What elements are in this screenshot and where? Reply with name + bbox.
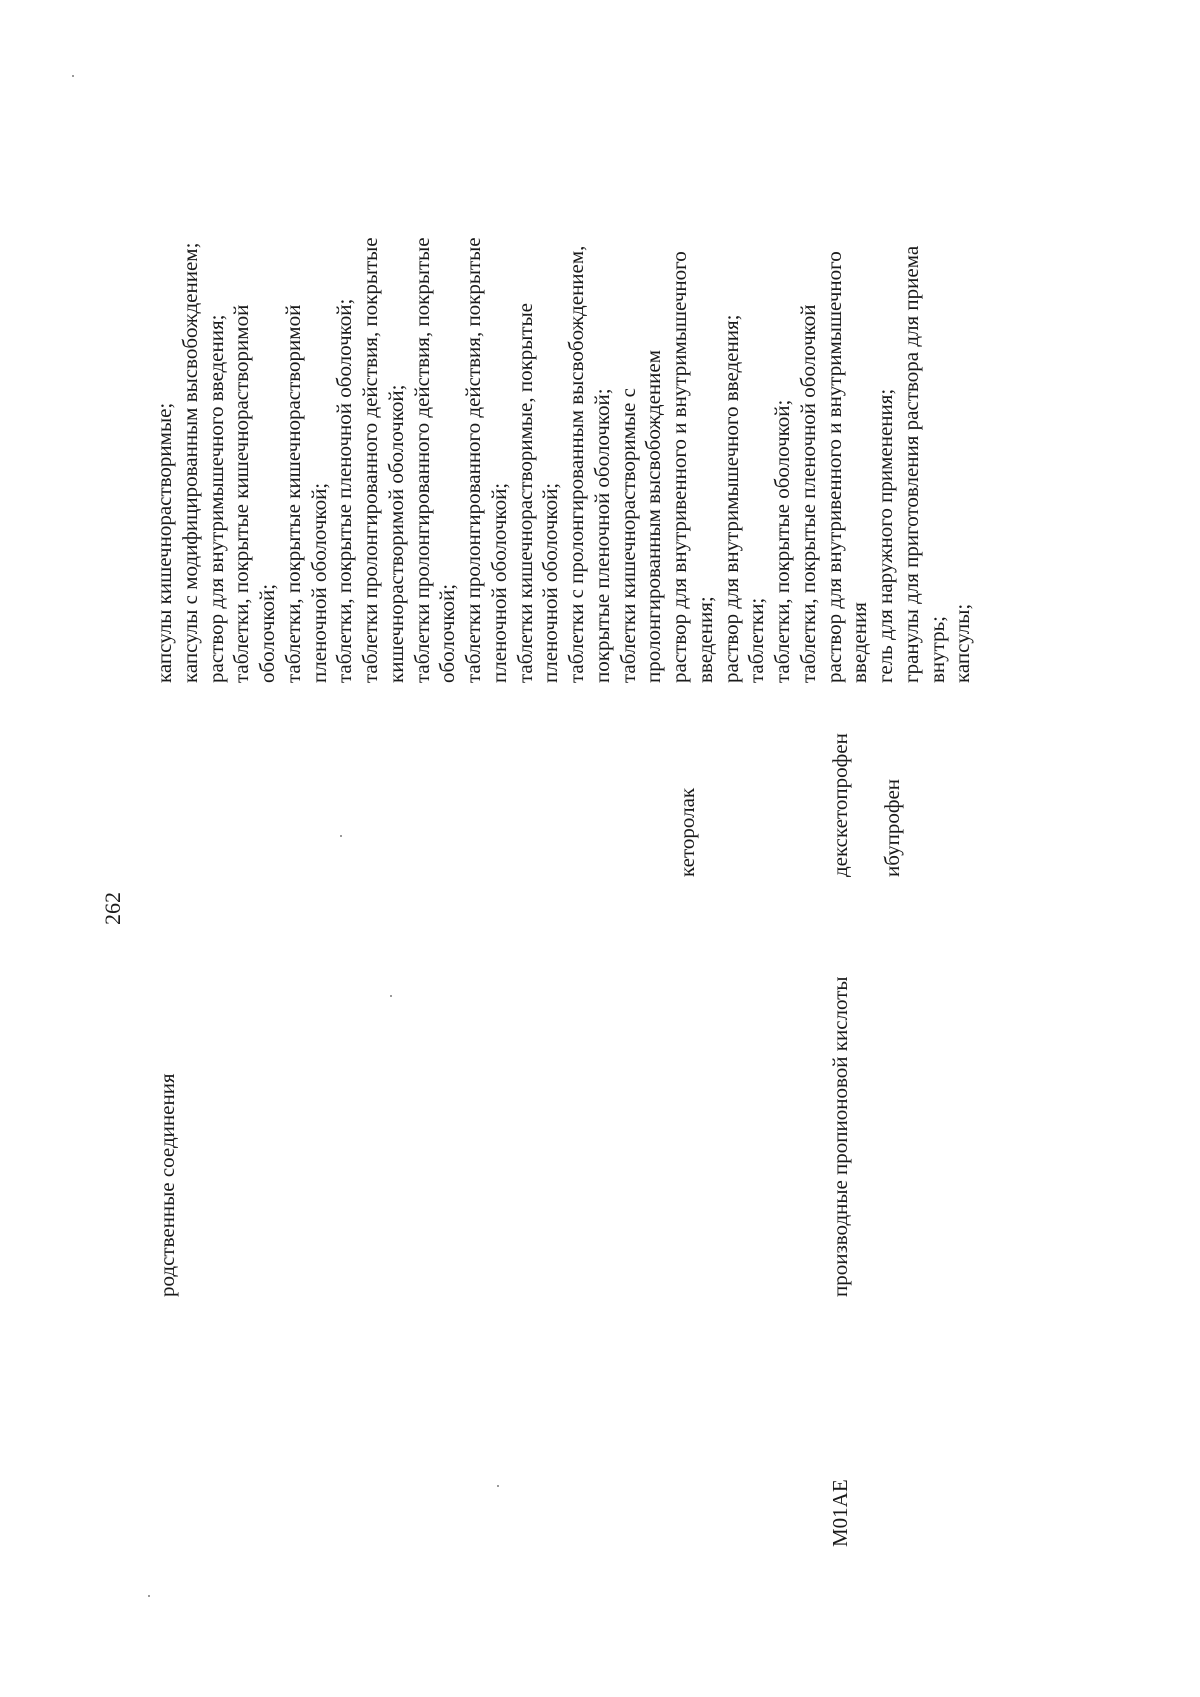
dosage-form-line: таблетки, покрытые пленочной оболочкой;: [332, 298, 357, 683]
dosage-form-line: пролонгированным высвобождением: [641, 350, 666, 683]
dosage-form-line: пленочной оболочкой;: [486, 482, 511, 683]
group-name-propionic-acid-derivatives: производные пропионовой кислоты: [828, 976, 852, 1297]
dosage-form-line: пленочной оболочкой;: [538, 482, 563, 683]
dosage-form-line: раствор для внутримышечного введения;: [203, 314, 228, 683]
dosage-form-line: таблетки пролонгированного действия, покрытые: [461, 237, 485, 683]
dosage-form-line: раствор для внутривенного и внутримышечного: [821, 251, 846, 683]
page-number: 262: [100, 892, 125, 925]
dosage-form-line: капсулы кишечнорастворимые;: [152, 402, 176, 683]
drug-name-ketorolac: кеторолак: [675, 787, 699, 877]
dosage-form-line: таблетки кишечнорастворимые с: [615, 388, 640, 683]
dosage-form-line: введения: [847, 602, 872, 683]
dosage-form-line: покрытые пленочной оболочкой;: [589, 388, 614, 683]
drug-name-dexketoprofen: декскетопрофен: [828, 733, 852, 877]
drug-name-ibuprofen: ибупрофен: [880, 778, 904, 877]
dosage-form-line: введения;: [692, 596, 717, 683]
dosage-form-line: таблетки;: [744, 597, 769, 683]
scan-speck: [497, 1485, 499, 1487]
dosage-form-line: оболочкой;: [255, 583, 279, 683]
group-name-related-compounds: родственные соединения: [155, 1073, 179, 1297]
dosage-form-line: капсулы;: [950, 603, 975, 683]
dosage-form-line: таблетки, покрытые пленочной оболочкой: [795, 304, 820, 683]
dosage-form-line: таблетки пролонгированного действия, покрытые: [409, 237, 434, 683]
scan-speck: [72, 75, 74, 77]
dosage-form-line: таблетки кишечнорастворимые, покрытые: [512, 303, 537, 683]
dosage-form-line: внутрь;: [924, 616, 949, 683]
dosage-form-line: таблетки пролонгированного действия, покрытые: [358, 237, 382, 683]
atc-code: M01AE: [828, 1479, 852, 1547]
dosage-form-line: таблетки с пролонгированным высвобождением,: [564, 245, 588, 683]
dosage-form-line: капсулы с модифицированным высвобождением;: [177, 242, 202, 683]
dosage-form-line: кишечнорастворимой оболочкой;: [383, 384, 408, 683]
scan-speck: [148, 1595, 150, 1597]
dosage-form-line: оболочкой;: [435, 583, 460, 683]
dosage-form-line: таблетки, покрытые кишечнорастворимой: [280, 304, 305, 683]
dosage-form-line: раствор для внутримышечного введения;: [718, 314, 743, 683]
dosage-form-line: гранулы для приготовления раствора для приема: [898, 245, 923, 683]
dosage-forms-list: [152, 43, 976, 683]
scan-speck: [390, 995, 392, 997]
dosage-form-line: гель для наружного применения;: [873, 388, 897, 683]
dosage-form-line: таблетки, покрытые кишечнорастворимой: [229, 304, 254, 683]
dosage-form-line: таблетки, покрытые оболочкой;: [770, 399, 794, 683]
dosage-form-line: раствор для внутривенного и внутримышечного: [667, 251, 691, 683]
scan-speck: [340, 835, 342, 837]
dosage-form-line: пленочной оболочкой;: [306, 482, 331, 683]
